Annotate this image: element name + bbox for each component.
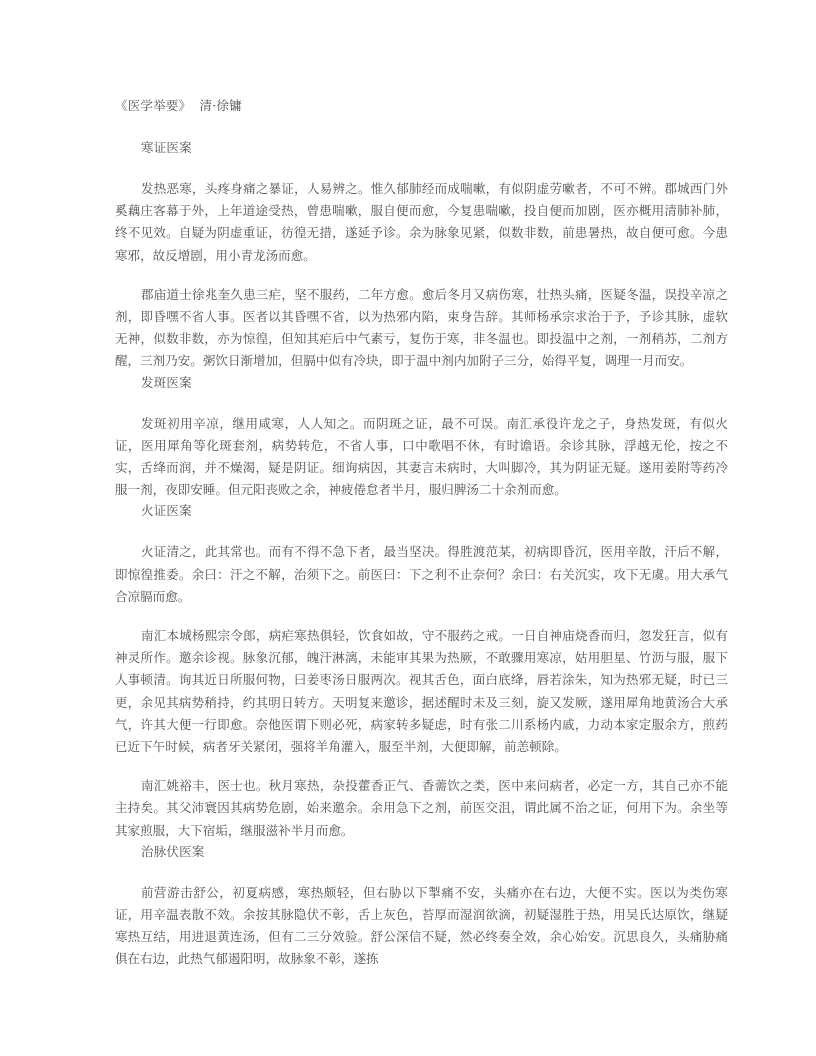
paragraph: 发斑初用辛凉，继用咸寒，人人知之。而阴斑之证，最不可误。南汇承役许龙之子，身热发斑，有似火证，医用犀角等化斑套剂，病势转危，不省人事，口中歌唱不休，有时谵语。余诊其脉，浮越无伦，按之不实，舌绛而润，并不燥渴，疑是阴证。细询病因，其妻言未病时，大叫脚冷，其为阴证无疑。遂用姜附等药冷服一剂，夜即安睡。但元阳丧败之余，神疲倦怠者半月，服归脾汤二十余剂而愈。 — [115, 415, 728, 498]
paragraph: 南汇本城杨熙宗令郎，病疟寒热俱轻，饮食如故，守不服药之戒。一日自神庙烧香而归，忽发狂言，似有神灵所作。邀余诊视。脉象沉郁，魄汗淋漓，未能审其果为热厥，不敢骤用寒凉，姑用胆星、竹沥与服，服下人事顿清。询其近日所服何物，曰姜枣汤日服两次。视其舌色，面白底绛，唇若涂朱，知为热邪无疑，时已三更，余见其病势稍持，约其明日转方。天明复来邀诊，据述醒时未及三刻，旋又发厥，遂用犀角地黄汤合大承气，许其大便一行即愈。奈他医谓下则必死，病家转多疑虑，时有张二川系杨内戚，力动本家定服余方，煎药已近下午时候，病者牙关紧闭，强将羊角灌入，服至半剂，大便即解，前恙顿除。 — [115, 628, 728, 755]
section-heading: 火证医案 — [141, 503, 192, 519]
section-han-zheng — [115, 138, 728, 373]
paragraph: 前营游击舒公，初夏病感，寒热颇轻，但右胁以下掣痛不安，头痛亦在右边，大便不实。医以为类伤寒证，用辛温表散不效。余按其脉隐伏不彰，舌上灰色，苔厚而湿润欲滴，初疑湿胜于热，用吴氏达原饮，继疑寒热互结，用进退黄连汤，但有二三分效验。舒公深信不疑，然必终奏全效，余心始安。沉思良久，头痛胁痛俱在右边，此热气郁遏阳明，故脉象不彰，遂拣 — [115, 884, 728, 967]
section-fa-ban — [115, 373, 728, 502]
section-heading: 寒证医案 — [141, 140, 192, 155]
section-heading: 发斑医案 — [141, 374, 192, 390]
paragraph: 郡庙道士徐兆奎久患三疟，坚不服药，二年方愈。愈后冬月又病伤寒，壮热头痛，医疑冬温，误投辛凉之剂，即昏嘿不省人事。医者以其昏嘿不省，以为热邪内陷，束身告辞。其师杨承宗求治于予，予诊其脉，虚软无神，似数非数，亦为惊徨，但知其疟后中气素亏，复伤于寒，非冬温也。即投温中之剂，一剂稍苏，二剂方醒，三剂乃安。粥饮日渐增加，但膈中似有冷块，即于温中剂内加附子三分，始得平复，调理一月而安。 — [115, 286, 728, 369]
paragraph: 南汇姚裕丰，医士也。秋月寒热，杂投藿香正气、香薷饮之类，医中来问病者，必定一方，其自己亦不能主持矣。其父沛寰因其病势危剧，始来邀余。余用急下之剂，前医交沮，谓此属不治之证，何用下为。余坐等其家煎服，大下宿垢，继服滋补半月而愈。 — [115, 778, 728, 838]
paragraph: 火证清之，此其常也。而有不得不急下者，最当坚决。得胜渡范某，初病即昏沉，医用辛散，汗后不解，即惊徨推委。余曰：汗之不解，治须下之。前医曰：下之利不止奈何？余曰：右关沉实，攻下无虞。用大承气合凉膈而愈。 — [115, 544, 728, 604]
section-zhi-mai-fu — [115, 842, 728, 971]
section-huo-zheng — [115, 501, 728, 841]
section-heading: 治脉伏医案 — [141, 843, 205, 859]
paragraph: 发热恶寒，头疼身痛之暴证，人易辨之。惟久郁肺经而成喘嗽，有似阴虚劳嗽者，不可不辨。郡城西门外奚藕庄客幕于外，上年道途受热，曾患喘嗽，服自便而愈，今复患喘嗽，投自便而加剧，医亦概用清肺补肺，终不见效。自疑为阴虚重证，彷徨无措，遂延予诊。余为脉象见紧，似数非数，前患暑热，故自便可愈。今患寒邪，故反增剧，用小青龙汤而愈。 — [115, 181, 728, 263]
page-title: 《医学举要》 清·徐镛 — [115, 98, 242, 113]
